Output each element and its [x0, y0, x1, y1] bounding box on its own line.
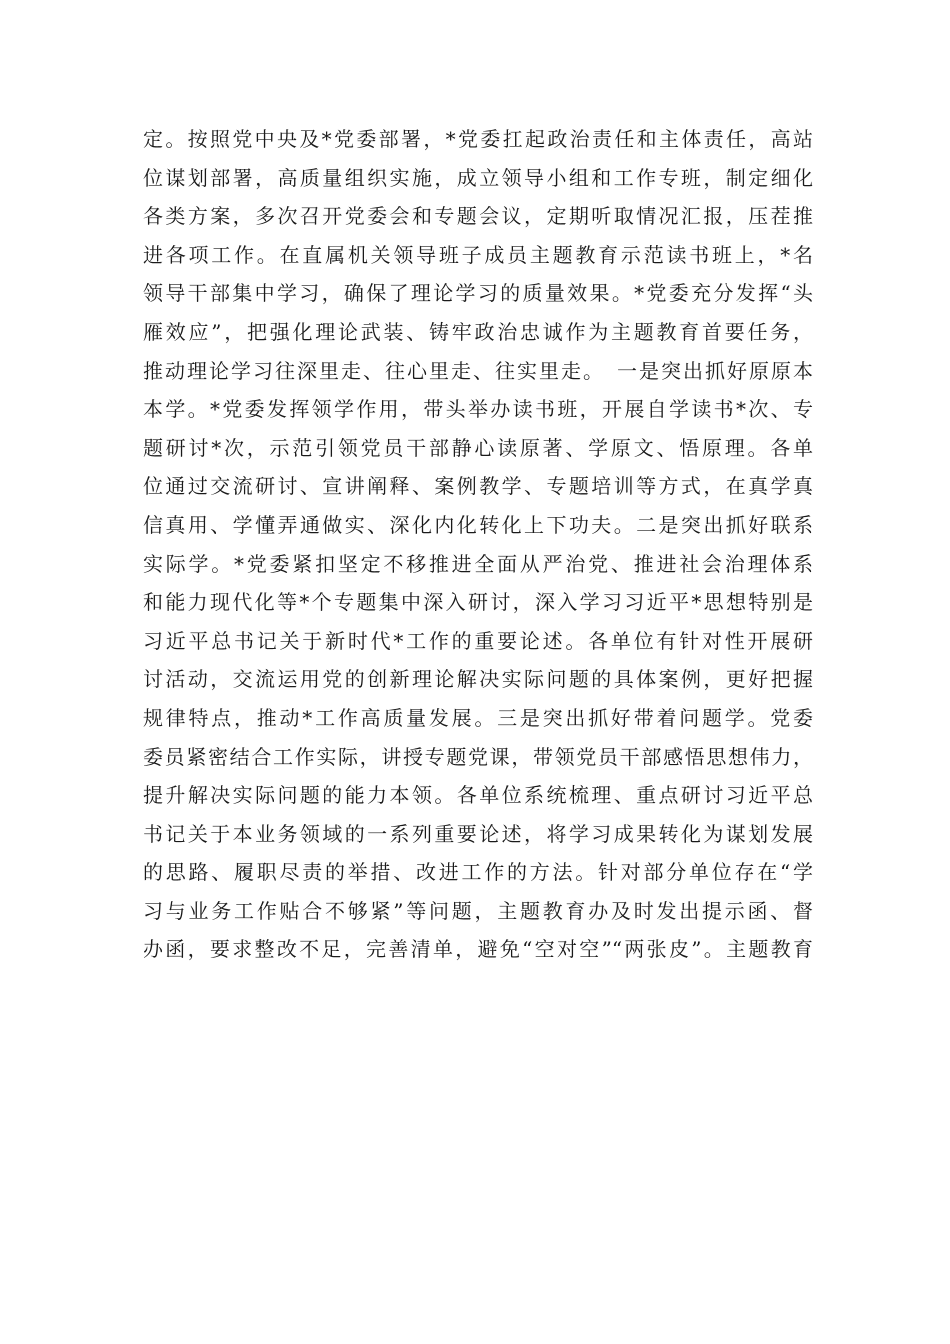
text-line: 进各项工作。在直属机关领导班子成员主题教育示范读书班上，*名	[143, 242, 813, 267]
text-line: 定。按照党中央及*党委部署，*党委扛起政治责任和主体责任，高站	[143, 127, 813, 151]
text-line: 书记关于本业务领域的一系列重要论述，将学习成果转化为谋划发展	[143, 821, 813, 846]
text-line: 本学。*党委发挥领学作用，带头举办读书班，开展自学读书*次、专	[143, 397, 813, 422]
text-line: 习与业务工作贴合不够紧”等问题，主题教育办及时发出提示函、督	[143, 898, 813, 923]
text-line: 雁效应”，把强化理论武装、铸牢政治忠诚作为主题教育首要任务，	[143, 319, 813, 344]
text-line: 实际学。*党委紧扣坚定不移推进全面从严治党、推进社会治理体系	[143, 551, 813, 576]
body-text	[143, 120, 813, 969]
text-line: 习近平总书记关于新时代*工作的重要论述。各单位有针对性开展研	[143, 628, 813, 653]
text-line: 讨活动，交流运用党的创新理论解决实际问题的具体案例，更好把握	[143, 667, 813, 692]
text-line: 位通过交流研讨、宣讲阐释、案例教学、专题培训等方式，在真学真	[143, 474, 813, 499]
text-line: 信真用、学懂弄通做实、深化内化转化上下功夫。二是突出抓好联系	[143, 512, 813, 537]
text-line: 规律特点，推动*工作高质量发展。三是突出抓好带着问题学。党委	[143, 705, 813, 730]
text-line: 推动理论学习往深里走、往心里走、往实里走。 一是突出抓好原原本	[143, 358, 813, 383]
text-line: 领导干部集中学习，确保了理论学习的质量效果。*党委充分发挥“头	[143, 281, 813, 306]
text-line: 的思路、履职尽责的举措、改进工作的方法。针对部分单位存在“学	[143, 860, 813, 885]
text-line: 办函，要求整改不足，完善清单，避免“空对空”“两张皮”。主题教育	[143, 937, 813, 962]
text-line: 委员紧密结合工作实际，讲授专题党课，带领党员干部感悟思想伟力，	[143, 744, 813, 769]
text-line: 和能力现代化等*个专题集中深入研讨，深入学习习近平*思想特别是	[143, 590, 813, 615]
text-line: 各类方案，多次召开党委会和专题会议，定期听取情况汇报，压茬推	[143, 204, 813, 229]
text-line: 题研讨*次，示范引领党员干部静心读原著、学原文、悟原理。各单	[143, 435, 813, 460]
text-line: 位谋划部署，高质量组织实施，成立领导小组和工作专班，制定细化	[143, 165, 813, 190]
text-line: 提升解决实际问题的能力本领。各单位系统梳理、重点研讨习近平总	[143, 783, 813, 808]
